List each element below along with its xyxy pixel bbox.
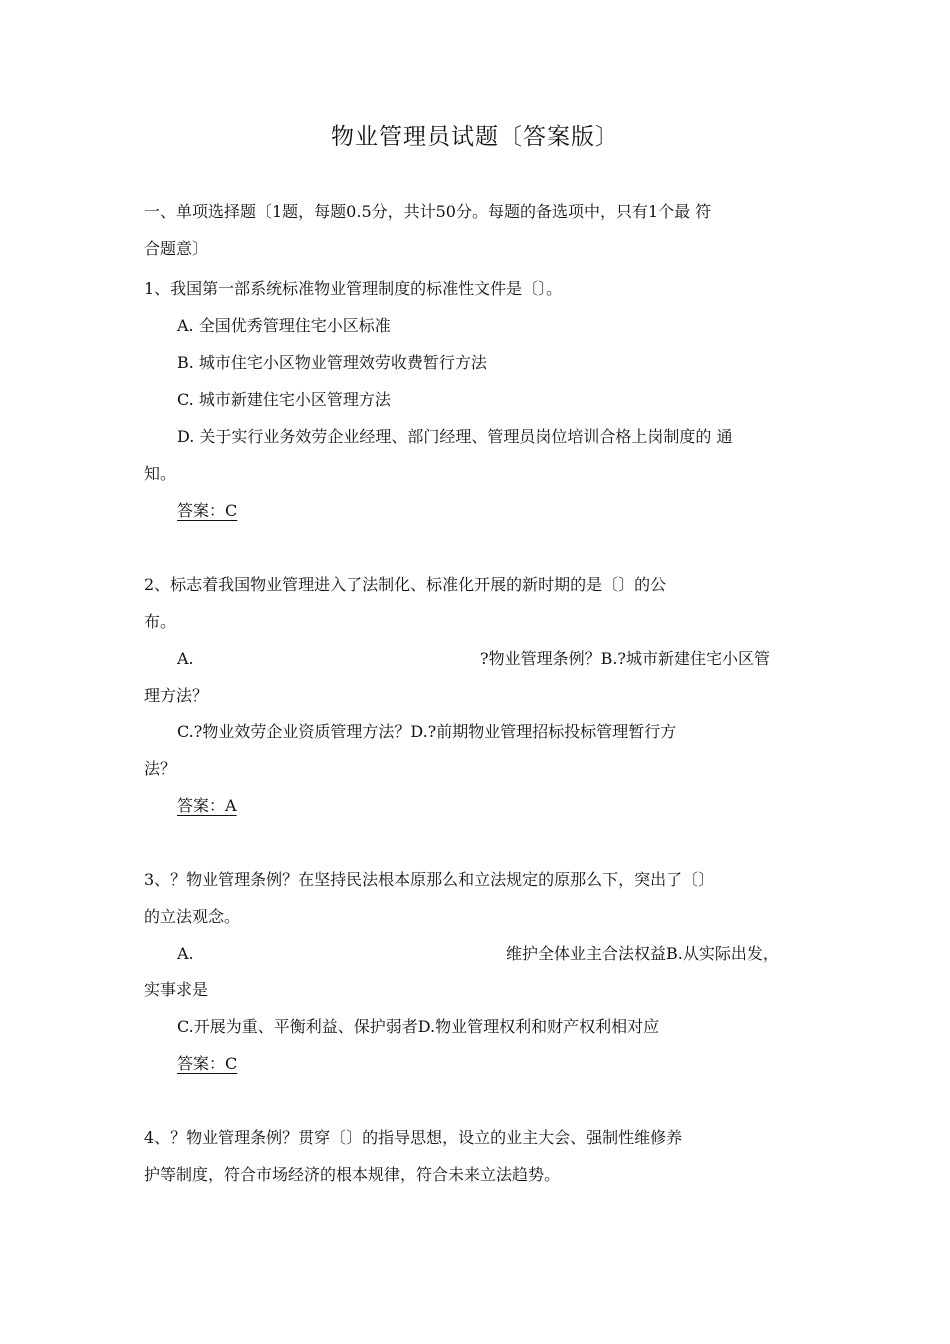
- question-4-stem-line2: 护等制度，符合市场经济的根本规律，符合未来立法趋势。: [144, 1165, 561, 1184]
- question-1-option-c: C. 城市新建住宅小区管理方法: [177, 390, 391, 409]
- question-3-stem-line1: 3、？物业管理条例？在坚持民法根本原那么和立法规定的原那么下，突出了〔〕: [144, 870, 715, 889]
- question-4-stem-line1: 4、？物业管理条例？贯穿〔〕的指导思想，设立的业主大会、强制性维修养: [144, 1128, 683, 1147]
- question-2-options-ab: ?物业管理条例？B.?城市新建住宅小区管: [480, 649, 771, 668]
- question-1-option-d: D. 关于实行业务效劳企业经理、部门经理、管理员岗位培训合格上岗制度的 通: [177, 427, 733, 446]
- section-heading-line2: 合题意〕: [144, 239, 209, 258]
- question-3-option-a-label: A.: [177, 944, 194, 963]
- question-1-stem: 1、我国第一部系统标准物业管理制度的标准性文件是〔〕。: [144, 279, 563, 298]
- question-3-options-ab: 维护全体业主合法权益B.从实际出发，: [506, 944, 779, 963]
- question-3-options-cd: C.开展为重、平衡利益、保护弱者D.物业管理权利和财产权利相对应: [177, 1017, 660, 1036]
- question-2-options-cd: C.?物业效劳企业资质管理方法？D.?前期物业管理招标投标管理暂行方: [177, 722, 677, 741]
- question-1-option-d-wrap: 知。: [144, 464, 177, 483]
- question-1-option-a: A. 全国优秀管理住宅小区标准: [177, 316, 391, 335]
- section-heading-line1: 一、单项选择题〔1题，每题0.5分，共计50分。每题的备选项中，只有1个最 符: [144, 202, 712, 221]
- question-3-answer: 答案：C: [177, 1054, 238, 1073]
- question-2-answer: 答案：A: [177, 796, 237, 815]
- question-1-option-b: B. 城市住宅小区物业管理效劳收费暂行方法: [177, 353, 487, 372]
- question-2-stem-line2: 布。: [144, 612, 177, 631]
- question-2-options-cd-wrap: 法？: [144, 759, 177, 778]
- question-3-options-ab-wrap: 实事求是: [144, 980, 209, 999]
- question-3-stem-line2: 的立法观念。: [144, 907, 241, 926]
- document-title: 物业管理员试题〔答案版〕: [331, 124, 619, 150]
- question-2-options-ab-wrap: 理方法？: [144, 686, 209, 705]
- question-2-stem-line1: 2、标志着我国物业管理进入了法制化、标准化开展的新时期的是〔〕的公: [144, 575, 667, 594]
- question-1-answer: 答案：C: [177, 501, 238, 520]
- question-2-option-a-label: A.: [177, 649, 194, 668]
